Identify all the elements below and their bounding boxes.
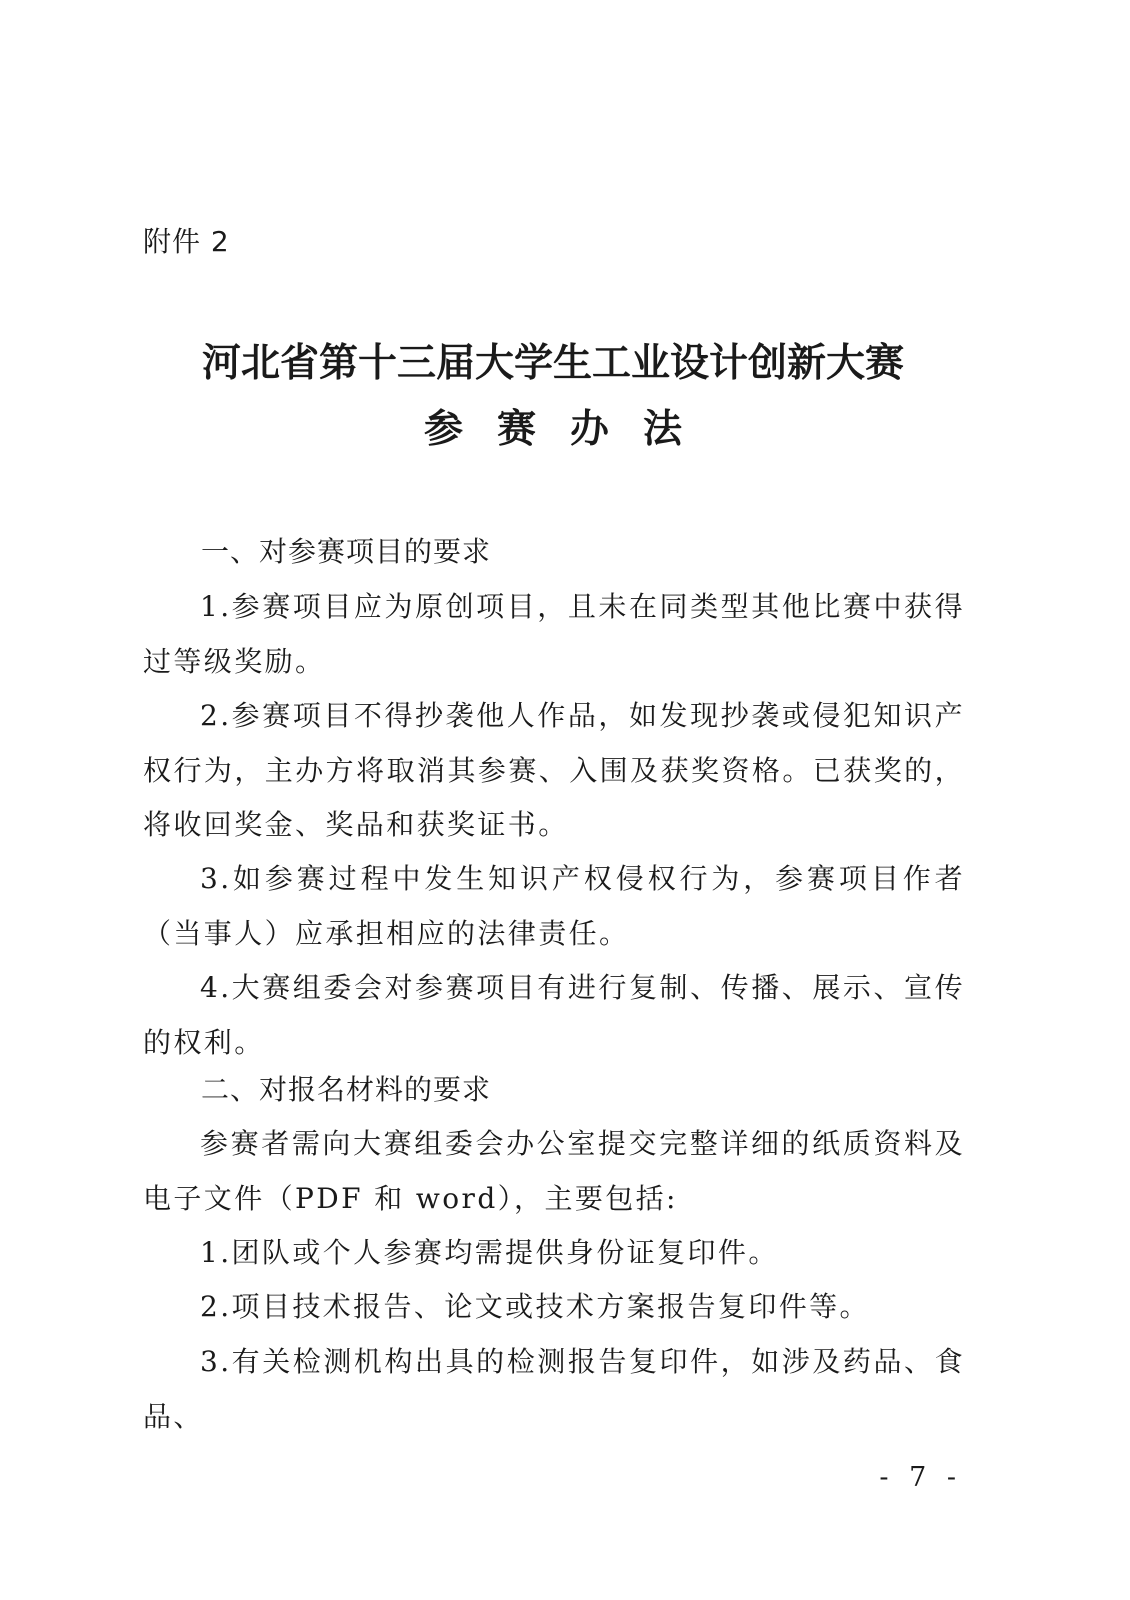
- paragraph: 4.大赛组委会对参赛项目有进行复制、传播、展示、宣传的权利。: [143, 971, 965, 1059]
- paragraph: 1.团队或个人参赛均需提供身份证复印件。: [200, 1236, 779, 1269]
- attachment-label: 附件 2: [143, 225, 230, 258]
- section-heading-2: 二、对报名材料的要求: [201, 1073, 492, 1106]
- section-heading-1: 一、对参赛项目的要求: [201, 535, 492, 568]
- paragraph: 1.参赛项目应为原创项目，且未在同类型其他比赛中获得过等级奖励。: [143, 590, 965, 678]
- paragraph: 3.有关检测机构出具的检测报告复印件，如涉及药品、食品、: [143, 1345, 965, 1433]
- paragraph: 2.项目技术报告、论文或技术方案报告复印件等。: [200, 1290, 870, 1323]
- paragraph: 3.如参赛过程中发生知识产权侵权行为，参赛项目作者（当事人）应承担相应的法律责任。: [143, 862, 965, 950]
- paragraph: 参赛者需向大赛组委会办公室提交完整详细的纸质资料及电子文件（PDF 和 word），主要包括:: [143, 1127, 965, 1215]
- page-number: - 7 -: [879, 1462, 962, 1493]
- document-title: 河北省第十三届大学生工业设计创新大赛: [201, 340, 904, 386]
- document-subtitle: 参赛办法: [423, 406, 716, 452]
- paragraph: 2.参赛项目不得抄袭他人作品，如发现抄袭或侵犯知识产权行为，主办方将取消其参赛、入围及获奖资格。已获奖的，将收回奖金、奖品和获奖证书。: [143, 699, 965, 841]
